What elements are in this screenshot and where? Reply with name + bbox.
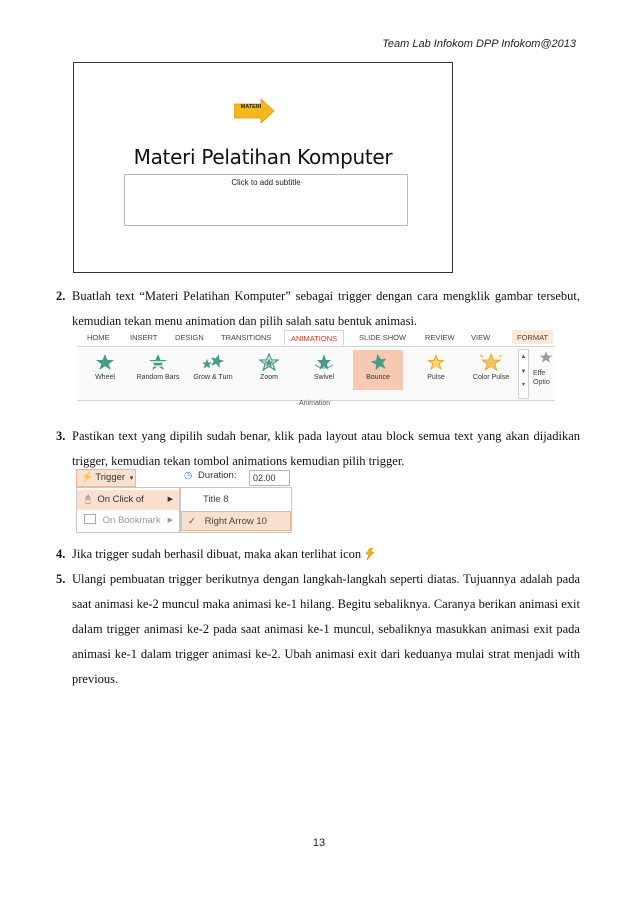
tab-insert[interactable]: INSERT bbox=[130, 333, 158, 342]
step-number: 4. bbox=[56, 547, 66, 561]
lightning-icon: ⚡ bbox=[81, 472, 93, 483]
pulse-icon bbox=[426, 353, 446, 371]
step-text: Buatlah text “Materi Pelatihan Komputer” sebagai trigger dengan cara mengklik gambar tersebut, kemudian tekan menu animation dan pilih salah satu bentuk animasi. bbox=[72, 289, 580, 328]
chevron-down-icon: ▾ bbox=[129, 475, 134, 482]
duration-input[interactable]: 02.00 bbox=[249, 470, 290, 486]
step-number: 3. bbox=[56, 429, 66, 443]
tab-review[interactable]: REVIEW bbox=[425, 333, 455, 342]
anim-random-bars[interactable]: Random Bars bbox=[133, 350, 183, 390]
group-label: Animation bbox=[299, 400, 331, 407]
anim-bounce[interactable]: Bounce bbox=[353, 350, 403, 390]
anim-pulse[interactable]: Pulse bbox=[411, 350, 461, 390]
color-pulse-icon bbox=[480, 353, 502, 371]
scroll-up-icon[interactable]: ▲ bbox=[520, 354, 527, 360]
subtitle-placeholder: Click to add subtitle bbox=[231, 178, 301, 187]
ribbon-tabs bbox=[77, 330, 555, 346]
bounce-icon bbox=[368, 353, 388, 371]
step-number: 5. bbox=[56, 572, 66, 586]
step-text: Pastikan text yang dipilih sudah benar, klik pada layout atau block semua text yang akan dijadikan trigger, kemudian tekan tombol animations kemudian pilih trigger. bbox=[72, 429, 580, 468]
trigger-button[interactable]: ⚡ Trigger ▾ bbox=[76, 469, 136, 487]
tab-slide-show[interactable]: SLIDE SHOW bbox=[359, 333, 407, 342]
grow-turn-icon bbox=[201, 353, 225, 371]
page-number: 13 bbox=[312, 837, 326, 849]
tab-format[interactable]: FORMAT bbox=[512, 330, 553, 344]
mouse-icon: 🖰 bbox=[85, 494, 91, 505]
tab-transitions[interactable]: TRANSITIONS bbox=[221, 333, 272, 342]
anim-zoom[interactable]: Zoom bbox=[244, 350, 294, 390]
step-3 bbox=[56, 424, 580, 474]
scroll-down-icon[interactable]: ▼ bbox=[520, 369, 527, 375]
tab-design[interactable]: DESIGN bbox=[175, 333, 204, 342]
anim-wheel[interactable]: Wheel bbox=[80, 350, 130, 390]
step-5 bbox=[56, 567, 580, 692]
step-2 bbox=[56, 284, 580, 334]
slide-title: Materi Pelatihan Komputer bbox=[133, 145, 393, 169]
tab-view[interactable]: VIEW bbox=[471, 333, 491, 342]
menu-item-on-bookmark[interactable]: On Bookmark ▶ bbox=[77, 511, 179, 531]
anim-grow-turn[interactable]: Grow & Turn bbox=[188, 350, 238, 390]
slide-preview bbox=[73, 62, 453, 273]
swivel-icon bbox=[314, 353, 334, 371]
anim-swivel[interactable]: Swivel bbox=[299, 350, 349, 390]
chevron-right-icon: ▶ bbox=[167, 496, 173, 503]
step-number: 2. bbox=[56, 289, 66, 303]
gallery-scrollbar[interactable] bbox=[518, 349, 529, 399]
chevron-right-icon: ▶ bbox=[167, 517, 173, 524]
menu-item-on-click-of[interactable]: 🖰 On Click of ▶ bbox=[77, 490, 179, 510]
gallery-more-icon[interactable]: ▾ bbox=[521, 382, 525, 388]
animations-ribbon bbox=[77, 330, 555, 410]
step-4 bbox=[56, 542, 580, 567]
page-header: Team Lab Infokom DPP Infokom@2013 bbox=[382, 38, 576, 50]
arrow-label: MATERI bbox=[240, 104, 262, 110]
step-text: Ulangi pembuatan trigger berikutnya dengan langkah-langkah seperti diatas. Tujuannya adalah pada saat animasi ke-2 muncul maka animasi ke-1 hilang. Begitu sebaliknya. Caranya berikan animasi exit dalam trigger animasi ke-2 pada saat animasi ke-1 muncul, sebaliknya masukkan animasi exit pada animasi ke-1 dalam trigger animasi ke-2. Ubah animasi exit dari keduanya mulai strat menjadi with previous. bbox=[72, 572, 580, 686]
animation-gallery bbox=[77, 346, 555, 401]
step-text: Jika trigger sudah berhasil dibuat, maka akan terlihat icon bbox=[72, 547, 362, 561]
random-bars-icon bbox=[148, 353, 168, 371]
clock-icon: ◷ bbox=[184, 470, 193, 481]
check-icon: ✓ bbox=[188, 516, 196, 527]
trigger-menu bbox=[76, 487, 180, 533]
trigger-panel bbox=[76, 468, 291, 538]
trigger-lightning-icon bbox=[364, 548, 377, 560]
effect-options-button[interactable]: Effe Optio bbox=[533, 350, 555, 387]
trigger-submenu bbox=[180, 487, 292, 533]
zoom-icon bbox=[259, 353, 279, 371]
duration-control: ◷ Duration: 02.00 bbox=[184, 470, 291, 486]
tab-animations[interactable]: ANIMATIONS bbox=[284, 330, 344, 345]
bookmark-icon bbox=[84, 514, 96, 524]
right-arrow-shape bbox=[234, 99, 274, 123]
submenu-item-right-arrow-10[interactable]: ✓ Right Arrow 10 bbox=[181, 511, 291, 531]
star-icon bbox=[95, 353, 115, 371]
effect-options-icon bbox=[539, 350, 553, 364]
tab-home[interactable]: HOME bbox=[87, 333, 110, 342]
submenu-item-title-8[interactable]: Title 8 bbox=[203, 494, 229, 505]
anim-color-pulse[interactable]: Color Pulse bbox=[466, 350, 516, 390]
subtitle-placeholder-box bbox=[124, 174, 408, 226]
